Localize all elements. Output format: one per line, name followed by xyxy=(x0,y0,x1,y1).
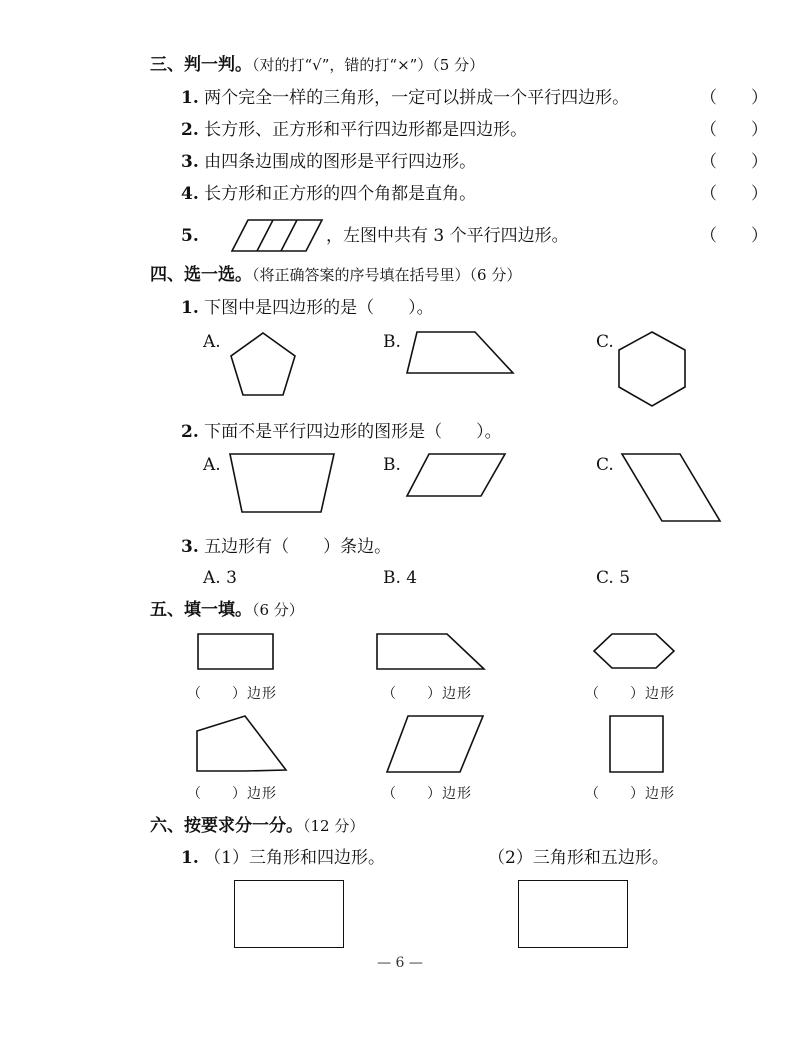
item-number: 5. xyxy=(181,226,199,246)
section6-heading: 六、按要求分一分。 xyxy=(150,816,303,836)
divide-question-1 xyxy=(181,848,385,868)
item-number: 1. xyxy=(181,88,199,108)
item-text: 五边形有（ ）条边。 xyxy=(204,537,392,557)
section4-heading: 四、选一选。 xyxy=(150,265,252,285)
item-text: 长方形和正方形的四个角都是直角。 xyxy=(204,184,477,204)
mc-question-1 xyxy=(181,298,434,318)
section3-header xyxy=(150,55,484,75)
item-text: ，左图中共有 3 个平行四边形。 xyxy=(326,226,569,246)
section5-heading: 五、填一填。 xyxy=(150,600,252,620)
hexagon-figure xyxy=(617,330,689,408)
item-number: 2. xyxy=(181,120,199,140)
option-b[interactable]: B. 4 xyxy=(383,568,418,588)
fill-blank-label[interactable]: （ ）边形 xyxy=(382,786,472,802)
tf-item-2 xyxy=(181,120,527,140)
item-number: 1. xyxy=(181,298,199,318)
item-number: 1. xyxy=(181,848,199,868)
page-number: — 6 — xyxy=(377,955,423,971)
square-figure xyxy=(608,714,666,776)
section4-instruction: （将正确答案的序号填在括号里）（6 分） xyxy=(252,266,522,284)
item-text: 下面不是平行四边形的图形是（ ）。 xyxy=(204,422,502,442)
fill-blank-label[interactable]: （ ）边形 xyxy=(585,786,675,802)
option-b[interactable]: B. xyxy=(383,332,401,352)
option-c[interactable]: C. xyxy=(596,332,614,352)
trapezoid-figure xyxy=(405,330,515,375)
mc-question-2 xyxy=(181,422,502,442)
item-text: 长方形、正方形和平行四边形都是四边形。 xyxy=(204,120,528,140)
section4-header xyxy=(150,265,521,285)
item-number: 3. xyxy=(181,537,199,557)
fill-blank-label[interactable]: （ ）边形 xyxy=(187,686,277,702)
tf-item-4 xyxy=(181,184,476,204)
item-text: 两个完全一样的三角形，一定可以拼成一个平行四边形。 xyxy=(204,88,630,108)
option-b[interactable]: B. xyxy=(383,455,401,475)
trapezoid-figure xyxy=(375,632,487,672)
trapezoid-figure xyxy=(228,452,338,516)
tf-item-3 xyxy=(181,152,476,172)
mc-question-3 xyxy=(181,537,391,557)
rectangle-figure xyxy=(196,632,276,672)
section6-header xyxy=(150,816,364,836)
item-text: 下图中是四边形的是（ ）。 xyxy=(204,298,434,318)
answer-blank[interactable]: （ ） xyxy=(700,226,768,246)
parallelogram-strip-figure xyxy=(230,218,325,254)
section3-heading: 三、判一判。 xyxy=(150,55,252,75)
answer-blank[interactable]: （ ） xyxy=(700,184,768,204)
tf-item-1 xyxy=(181,88,629,108)
answer-blank[interactable]: （ ） xyxy=(700,152,768,172)
parallelogram-figure xyxy=(620,452,722,524)
item-text: （2）三角形和五边形。 xyxy=(488,848,669,868)
option-c[interactable]: C. xyxy=(596,455,614,475)
drawing-box-1[interactable] xyxy=(234,880,344,948)
drawing-box-2[interactable] xyxy=(518,880,628,948)
item-number: 3. xyxy=(181,152,199,172)
option-c[interactable]: C. 5 xyxy=(596,568,631,588)
answer-blank[interactable]: （ ） xyxy=(700,120,768,140)
item-text: （1）三角形和四边形。 xyxy=(204,848,385,868)
option-a[interactable]: A. 3 xyxy=(203,568,237,588)
option-a[interactable]: A. xyxy=(203,455,221,475)
hexagon-figure xyxy=(592,632,676,672)
section3-instruction: （对的打“√”，错的打“×”）（5 分） xyxy=(252,56,485,74)
item-text: 由四条边围成的图形是平行四边形。 xyxy=(204,152,477,172)
pentagon-figure xyxy=(228,330,298,400)
fill-blank-label[interactable]: （ ）边形 xyxy=(187,786,277,802)
answer-blank[interactable]: （ ） xyxy=(700,88,768,108)
section5-instruction: （6 分） xyxy=(252,601,304,619)
item-number: 4. xyxy=(181,184,199,204)
fill-blank-label[interactable]: （ ）边形 xyxy=(382,686,472,702)
pentagon-figure xyxy=(195,714,289,774)
parallelogram-figure xyxy=(385,714,485,776)
section6-instruction: （12 分） xyxy=(303,817,365,835)
parallelogram-figure xyxy=(405,452,507,498)
item-number: 2. xyxy=(181,422,199,442)
fill-blank-label[interactable]: （ ）边形 xyxy=(585,686,675,702)
section5-header xyxy=(150,600,304,620)
option-a[interactable]: A. xyxy=(203,332,221,352)
